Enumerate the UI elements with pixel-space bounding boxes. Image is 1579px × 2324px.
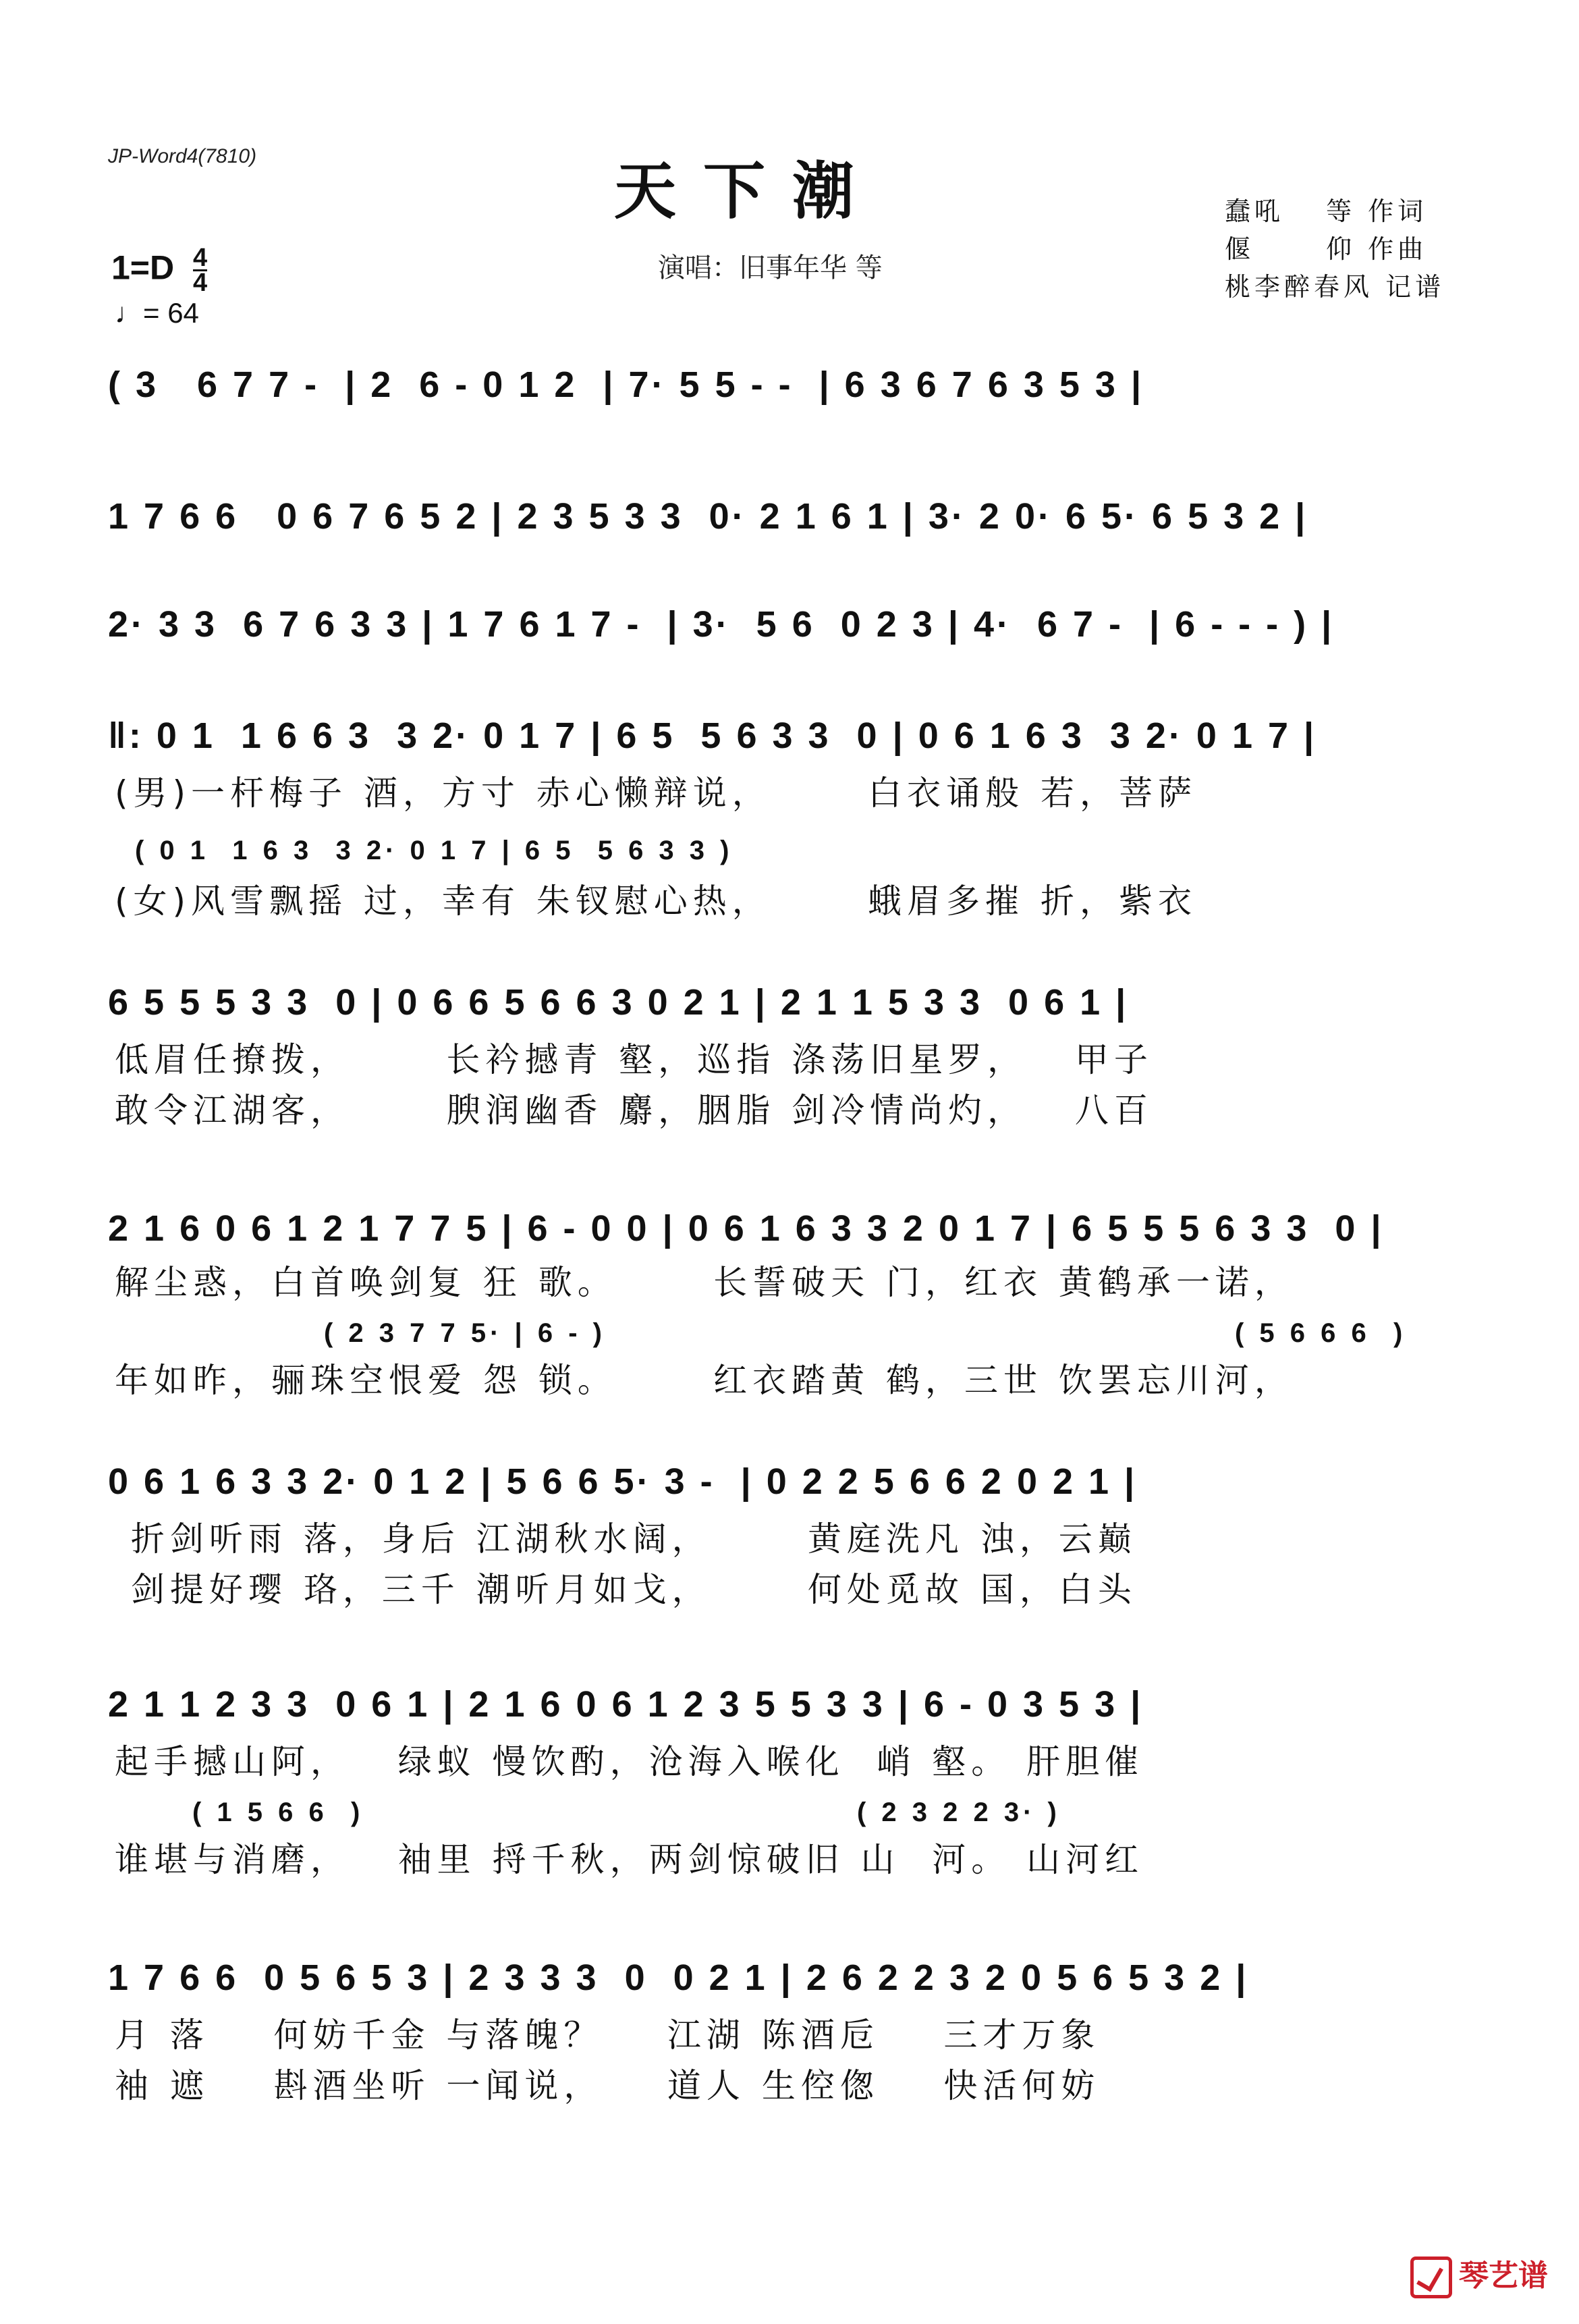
accompaniment-row-4: ( 0 1 1 6 3 3 2· 0 1 7 | 6 5 5 6 3 3 )	[135, 836, 733, 865]
time-signature-bottom: 4	[193, 269, 208, 297]
singer-credit: 演唱：旧事年华 等	[658, 252, 883, 283]
lyricist-credit: 蠢吼 等 作词	[1225, 196, 1428, 226]
song-title: 天下潮	[614, 155, 882, 227]
lyric-female-row-8: 谁堪与消磨， 袖里 捋千秋，两剑惊破旧 山 河。 山河红	[115, 1840, 1144, 1879]
notation-row-3: 2· 3 3 6 7 6 3 3 | 1 7 6 1 7 - | 3· 5 6 0 2 3 | 4· 6 7 - | 6 - - - ) |	[108, 604, 1335, 645]
transcriber-credit: 桃李醉春风 记谱	[1225, 272, 1445, 302]
lyric-male-row-5: 低眉任撩拨， 长衿撼青 壑，巡指 涤荡旧星罗， 甲子	[115, 1040, 1153, 1079]
accompaniment-row-6a: ( 2 3 7 7 5· | 6 - )	[324, 1318, 606, 1348]
lyric-male-row-6: 解尘惑，白首唤剑复 狂 歌。 长誓破天 门，红衣 黄鹤承一诺，	[115, 1263, 1294, 1302]
notation-row-4: ‖: 0 1 1 6 6 3 3 2· 0 1 7 | 6 5 5 6 3 3 0 | 0 6 1 6 3 3 2· 0 1 7 |	[108, 715, 1317, 756]
accompaniment-row-8b: ( 2 3 2 2 3· )	[857, 1798, 1061, 1827]
logo-text: 琴艺谱	[1459, 2259, 1548, 2293]
lyric-female-row-4: (女)风雪飘摇 过，幸有 朱钗慰心热， 蛾眉多摧 折，紫衣	[115, 882, 1198, 921]
notation-row-6: 2 1 6 0 6 1 2 1 7 7 5 | 6 - 0 0 | 0 6 1 6 3 3 2 0 1 7 | 6 5 5 5 6 3 3 0 |	[108, 1208, 1384, 1249]
time-signature	[193, 244, 208, 297]
notation-row-5: 6 5 5 5 3 3 0 | 0 6 6 5 6 6 3 0 2 1 | 2 1 1 5 3 3 0 6 1 |	[108, 982, 1129, 1023]
key-label: 1=D	[111, 248, 175, 287]
lyric-male-row-7: 折剑听雨 落，身后 江湖秋水阔， 黄庭洗凡 浊，云巅	[115, 1519, 1137, 1559]
time-signature-top: 4	[193, 244, 208, 272]
notation-row-1: ( 3 6 7 7 - | 2 6 - 0 1 2 | 7· 5 5 - - | 6 3 6 7 6 3 5 3 |	[108, 364, 1144, 405]
author-credits	[1225, 192, 1445, 306]
notation-row-8: 2 1 1 2 3 3 0 6 1 | 2 1 6 0 6 1 2 3 5 5 3 3 | 6 - 0 3 5 3 |	[108, 1684, 1144, 1725]
notation-row-9: 1 7 6 6 0 5 6 5 3 | 2 3 3 3 0 0 2 1 | 2 6 2 2 3 2 0 5 6 5 3 2 |	[108, 1957, 1249, 1998]
lyric-female-row-6: 年如昨，骊珠空恨爱 怨 锁。 红衣踏黄 鹤，三世 饮罢忘川河，	[115, 1361, 1294, 1400]
notation-row-2: 1 7 6 6 0 6 7 6 5 2 | 2 3 5 3 3 0· 2 1 6 1 | 3· 2 0· 6 5· 6 5 3 2 |	[108, 496, 1308, 537]
logo-icon	[1410, 2257, 1452, 2298]
lyric-female-row-5: 敢令江湖客， 腴润幽香 麝，胭脂 剑冷情尚灼， 八百	[115, 1091, 1153, 1130]
composer-credit: 偃 仰 作曲	[1225, 234, 1428, 264]
lyric-female-row-7: 剑提好璎 珞，三千 潮听月如戈， 何处觅故 国，白头	[115, 1570, 1137, 1609]
accompaniment-row-6b: ( 5 6 6 6 )	[1235, 1318, 1407, 1348]
notation-row-7: 0 6 1 6 3 3 2· 0 1 2 | 5 6 6 5· 3 - | 0 2 2 5 6 6 2 0 2 1 |	[108, 1461, 1138, 1502]
site-logo	[1410, 2251, 1548, 2298]
lyric-male-row-8: 起手撼山阿， 绿蚁 慢饮酌，沧海入喉化 峭 壑。 肝胆催	[115, 1742, 1144, 1781]
lyric-female-row-9: 袖 遮 斟酒坐听 一闻说， 道人 生倥偬 快活何妨	[115, 2066, 1101, 2105]
tempo-marking: ♩= 64	[115, 297, 199, 329]
software-watermark: JP-Word4(7810)	[108, 145, 257, 167]
lyric-male-row-9: 月 落 何妨千金 与落魄？ 江湖 陈酒卮 三才万象	[115, 2016, 1101, 2055]
accompaniment-row-8a: ( 1 5 6 6 )	[192, 1798, 364, 1827]
key-signature	[111, 244, 208, 297]
lyric-male-row-4: (男)一杆梅子 酒，方寸 赤心懒辩说， 白衣诵般 若，菩萨	[115, 774, 1198, 813]
